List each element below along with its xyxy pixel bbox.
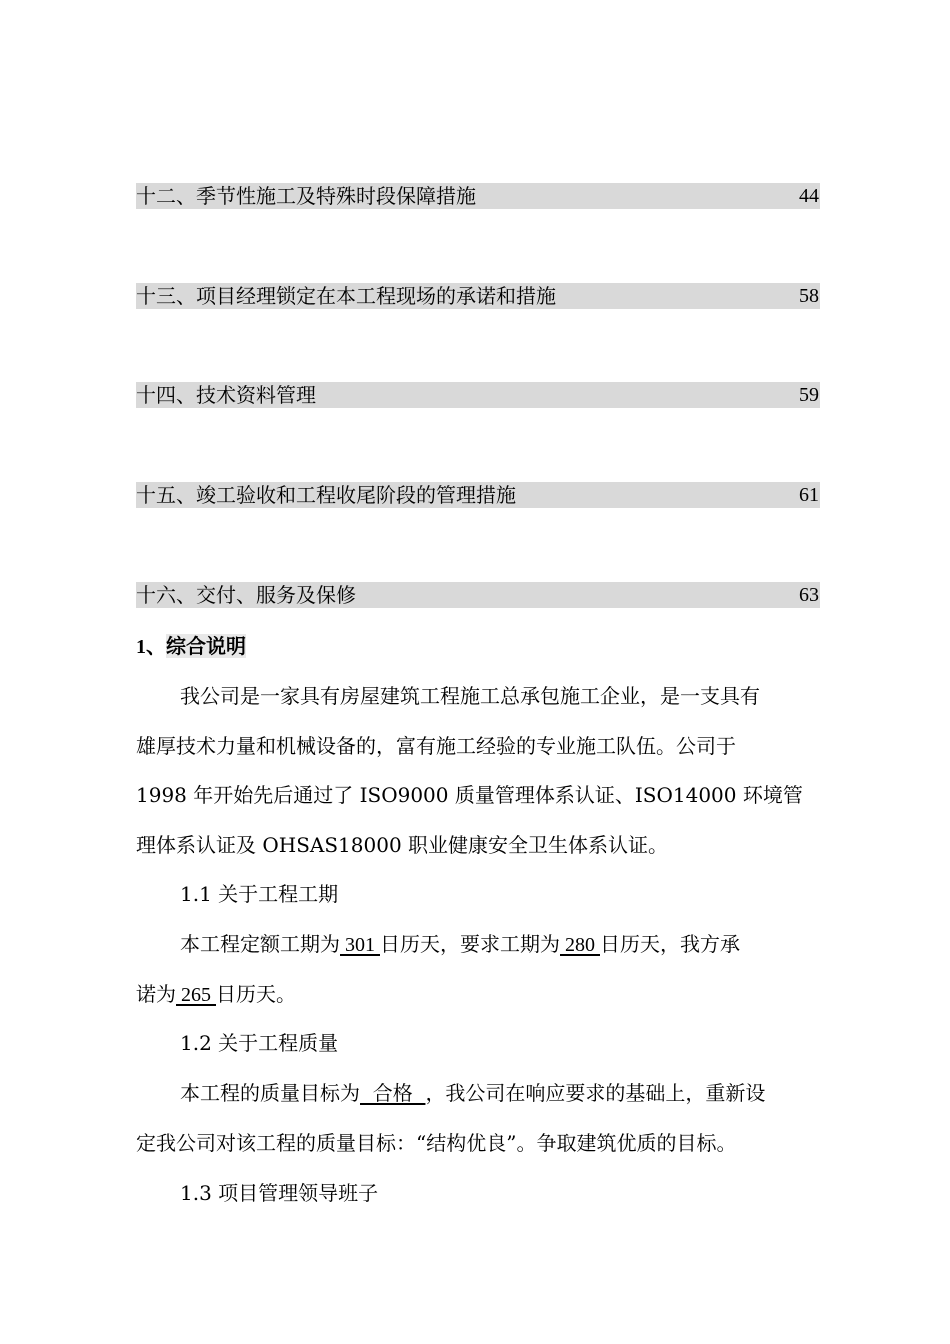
- toc-entry[interactable]: [136, 283, 820, 309]
- toc-entry[interactable]: [136, 382, 820, 408]
- subsection-heading: 1.1 关于工程工期: [180, 882, 339, 906]
- schedule-line: [136, 979, 836, 1010]
- toc-entry[interactable]: [136, 582, 820, 608]
- intro-line: 理体系认证及 OHSAS18000 职业健康安全卫生体系认证。: [136, 833, 669, 857]
- section-heading: [136, 631, 246, 662]
- toc-entry-title: 十三、项目经理锁定在本工程现场的承诺和措施: [136, 284, 556, 308]
- schedule-text: 本工程定额工期为: [180, 932, 340, 956]
- section-number: 1、: [136, 636, 166, 658]
- quality-line: 定我公司对该工程的质量目标：“结构优良”。争取建筑优质的目标。: [136, 1131, 737, 1155]
- schedule-text: 日历天。: [216, 982, 296, 1006]
- schedule-text: 日历天，我方承: [600, 932, 740, 956]
- intro-line: 我公司是一家具有房屋建筑工程施工总承包施工企业，是一支具有: [180, 684, 760, 708]
- toc-entry[interactable]: [136, 183, 820, 209]
- quality-line: [136, 1078, 880, 1108]
- toc-entry-page: 58: [799, 285, 819, 307]
- quality-text: 本工程的质量目标为: [180, 1081, 360, 1105]
- toc-entry-page: 63: [799, 584, 819, 606]
- toc-entry[interactable]: [136, 482, 820, 508]
- quota-duration-value: 301: [340, 934, 380, 956]
- subsection-heading: 1.2 关于工程质量: [180, 1031, 339, 1055]
- toc-entry-title: 十二、季节性施工及特殊时段保障措施: [136, 184, 476, 208]
- schedule-line: [136, 929, 880, 960]
- subsection-heading: 1.3 项目管理领导班子: [180, 1181, 379, 1205]
- quality-text: ，我公司在响应要求的基础上，重新设: [425, 1081, 766, 1105]
- quality-target-value: 合格: [360, 1081, 426, 1105]
- toc-entry-title: 十六、交付、服务及保修: [136, 583, 356, 607]
- schedule-text: 诺为: [136, 982, 176, 1006]
- promised-duration-value: 265: [176, 984, 216, 1006]
- toc-entry-page: 59: [799, 384, 819, 406]
- toc-entry-title: 十四、技术资料管理: [136, 383, 316, 407]
- section-title: 综合说明: [166, 634, 246, 658]
- schedule-text: 日历天，要求工期为: [380, 932, 560, 956]
- toc-entry-page: 61: [799, 484, 819, 506]
- intro-line: 雄厚技术力量和机械设备的，富有施工经验的专业施工队伍。公司于: [136, 734, 736, 758]
- required-duration-value: 280: [560, 934, 600, 956]
- toc-entry-page: 44: [799, 185, 819, 207]
- intro-line: 1998 年开始先后通过了 ISO9000 质量管理体系认证、ISO14000 环境管: [136, 783, 803, 807]
- toc-entry-title: 十五、竣工验收和工程收尾阶段的管理措施: [136, 483, 516, 507]
